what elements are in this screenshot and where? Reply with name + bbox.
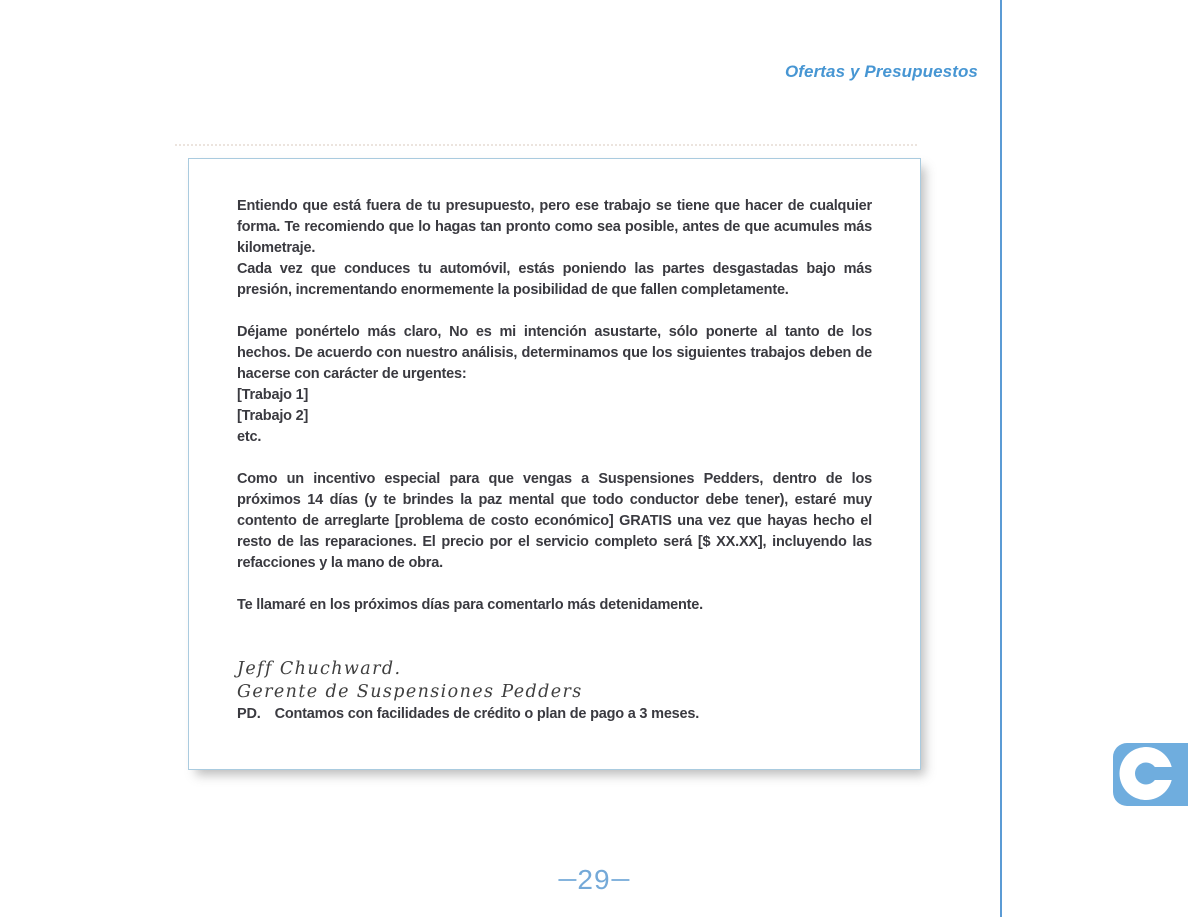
c-logo-icon xyxy=(1113,743,1188,806)
signature-block xyxy=(237,658,872,704)
letter-list-item-2: [Trabajo 2] xyxy=(237,408,309,424)
postscript-text: Contamos con facilidades de crédito o plan de pago a 3 meses. xyxy=(274,706,700,722)
right-margin-divider xyxy=(1000,0,1002,917)
postscript-label: PD. xyxy=(237,706,261,722)
page-number: 29 xyxy=(577,864,611,895)
publisher-logo-badge xyxy=(1113,743,1188,806)
letter-paragraph-1: Entiendo que está fuera de tu presupuesto, pero ese trabajo se tiene que hacer de cualquier forma. Te recomiendo que lo hagas tan pronto como sea posible, antes de que acumules más kilometraje. xyxy=(237,198,872,256)
letter-body xyxy=(189,159,920,725)
letter-template-box xyxy=(188,158,921,770)
letter-paragraph-3: Déjame ponértelo más claro, No es mi intención asustarte, sólo ponerte al tanto de los hechos. De acuerdo con nuestro análisis, determinamos que los siguientes trabajos deben de hacerse con carácter de urgentes: xyxy=(237,324,872,382)
letter-paragraph-4: Como un incentivo especial para que vengas a Suspensiones Pedders, dentro de los próximos 14 días (y te brindes la paz mental que todo conductor debe tener), estaré muy contento de arreglarte [problema de costo económico] GRATIS una vez que hayas hecho el resto de las reparaciones. El precio por el servicio completo será [$ XX.XX], incluyendo las refacciones y la mano de obra. xyxy=(237,471,872,571)
postscript-line xyxy=(237,704,872,725)
letter-paragraph-5: Te llamaré en los próximos días para comentarlo más detenidamente. xyxy=(237,597,704,613)
page-number-dash-right xyxy=(612,879,630,881)
signature-title: Gerente de Suspensiones Pedders xyxy=(237,682,583,702)
dotted-tear-line xyxy=(175,144,917,146)
letter-paragraph-2: Cada vez que conduces tu automóvil, estás poniendo las partes desgastadas bajo más presión, incrementando enormemente la posibilidad de que fallen completamente. xyxy=(237,261,872,298)
page-number-block xyxy=(558,866,629,894)
section-title: Ofertas y Presupuestos xyxy=(784,62,978,81)
letter-list-item-1: [Trabajo 1] xyxy=(237,387,309,403)
signature-name: Jeff Chuchward. xyxy=(237,659,402,679)
page-number-dash-left xyxy=(558,879,576,881)
letter-list-item-3: etc. xyxy=(237,429,262,445)
